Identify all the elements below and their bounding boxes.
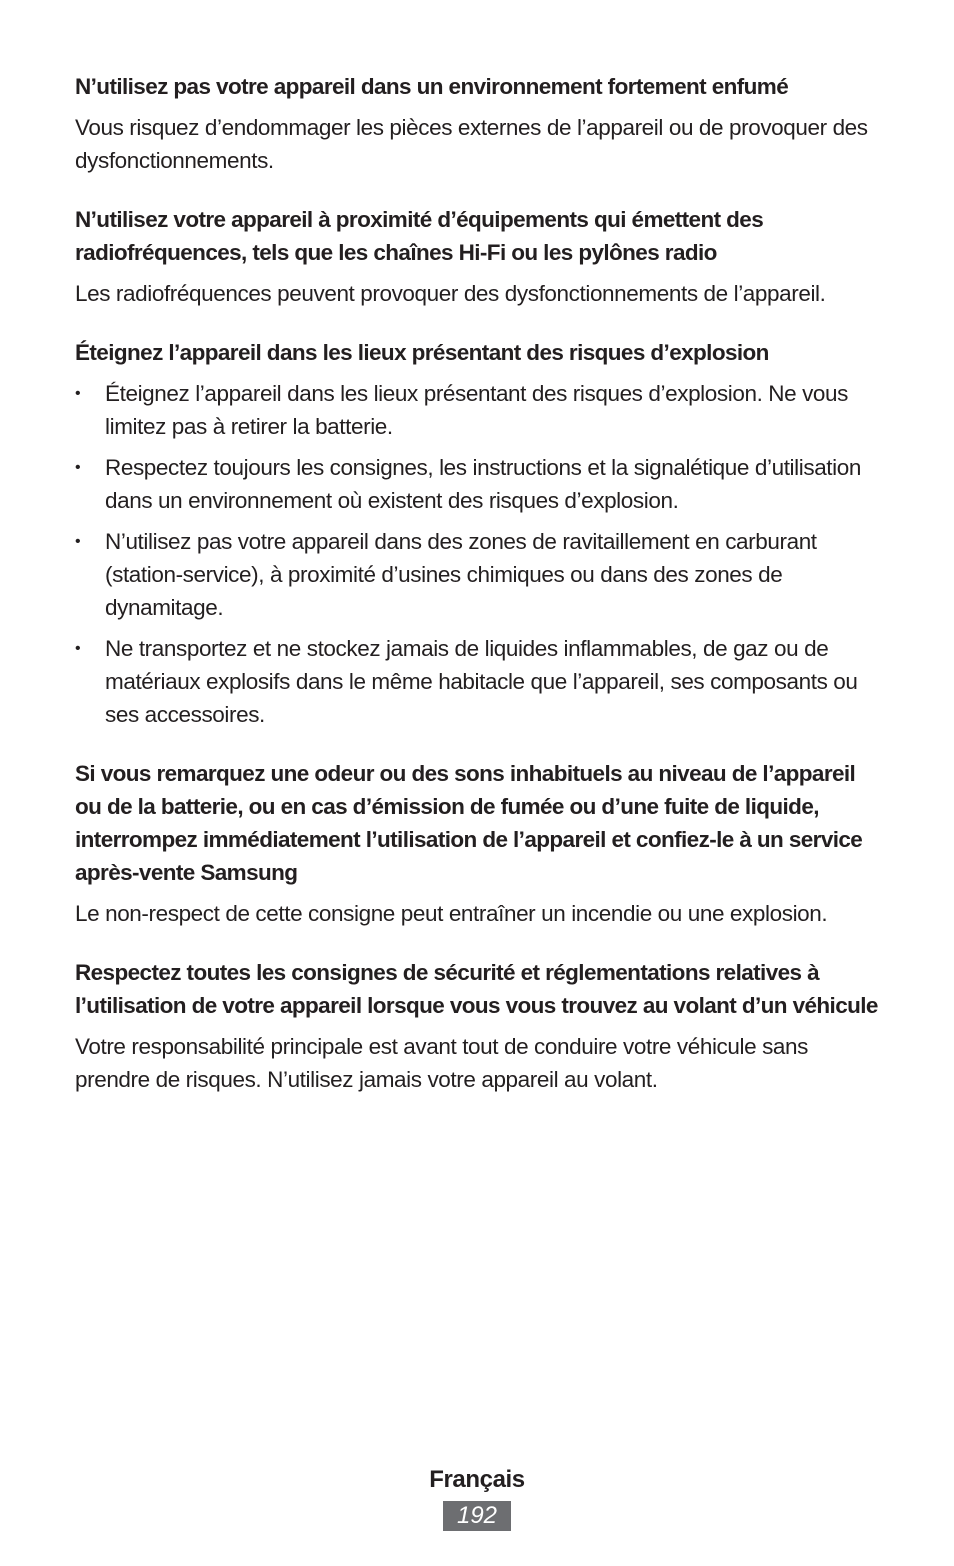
list-item [75,451,885,517]
bullet-icon: • [75,640,81,657]
section-explosion-risk [75,336,885,731]
section-paragraph: Les radiofréquences peuvent provoquer des dysfonctionnements de l’appareil. [75,281,826,306]
footer-language: Français [429,1466,525,1493]
list-item-text: Respectez toujours les consignes, les instructions et la signalétique d’utilisation dans un environnement où existent des risques d’explosion. [105,455,861,513]
bullet-icon: • [75,459,81,476]
section-driving-safety [75,956,885,1096]
section-paragraph: Vous risquez d’endommager les pièces externes de l’appareil ou de provoquer des dysfonctionnements. [75,115,868,173]
section-paragraph: Le non-respect de cette consigne peut entraîner un incendie ou une explosion. [75,901,828,926]
page-number-badge: 192 [443,1501,511,1531]
section-radio-frequencies [75,203,885,310]
bullet-list [75,377,885,731]
section-heading: Si vous remarquez une odeur ou des sons inhabituels au niveau de l’appareil ou de la batterie, ou en cas d’émission de fumée ou d’une fuite de liquide, interrompez immédiatement l’utilisation de l’appareil et confiez-le à un service après-vente Samsung [75,761,863,885]
section-smoke [75,70,885,177]
section-unusual-smell [75,757,885,930]
section-heading: Respectez toutes les consignes de sécurité et réglementations relatives à l’utilisation de votre appareil lorsque vous vous trouvez au volant d’un véhicule [75,960,878,1018]
section-heading: N’utilisez votre appareil à proximité d’équipements qui émettent des radiofréquences, tels que les chaînes Hi-Fi ou les pylônes radio [75,207,764,265]
bullet-icon: • [75,385,81,402]
section-spacer [75,930,885,956]
section-heading: Éteignez l’appareil dans les lieux présentant des risques d’explosion [75,340,769,365]
section-paragraph: Votre responsabilité principale est avant tout de conduire votre véhicule sans prendre de risques. N’utilisez jamais votre appareil au volant. [75,1034,809,1092]
bullet-icon: • [75,533,81,550]
document-body [75,70,885,1096]
list-item-text: Éteignez l’appareil dans les lieux présentant des risques d’explosion. Ne vous limitez pas à retirer la batterie. [105,381,849,439]
list-item [75,525,885,624]
section-spacer [75,310,885,336]
section-spacer [75,177,885,203]
section-heading: N’utilisez pas votre appareil dans un environnement fortement enfumé [75,74,789,99]
list-item [75,377,885,443]
section-spacer [75,739,885,757]
page-footer [0,1463,954,1531]
list-item [75,632,885,731]
list-item-text: Ne transportez et ne stockez jamais de liquides inflammables, de gaz ou de matériaux explosifs dans le même habitacle que l’appareil, ses composants ou ses accessoires. [105,636,858,727]
list-item-text: N’utilisez pas votre appareil dans des zones de ravitaillement en carburant (station-service), à proximité d’usines chimiques ou dans des zones de dynamitage. [105,529,817,620]
